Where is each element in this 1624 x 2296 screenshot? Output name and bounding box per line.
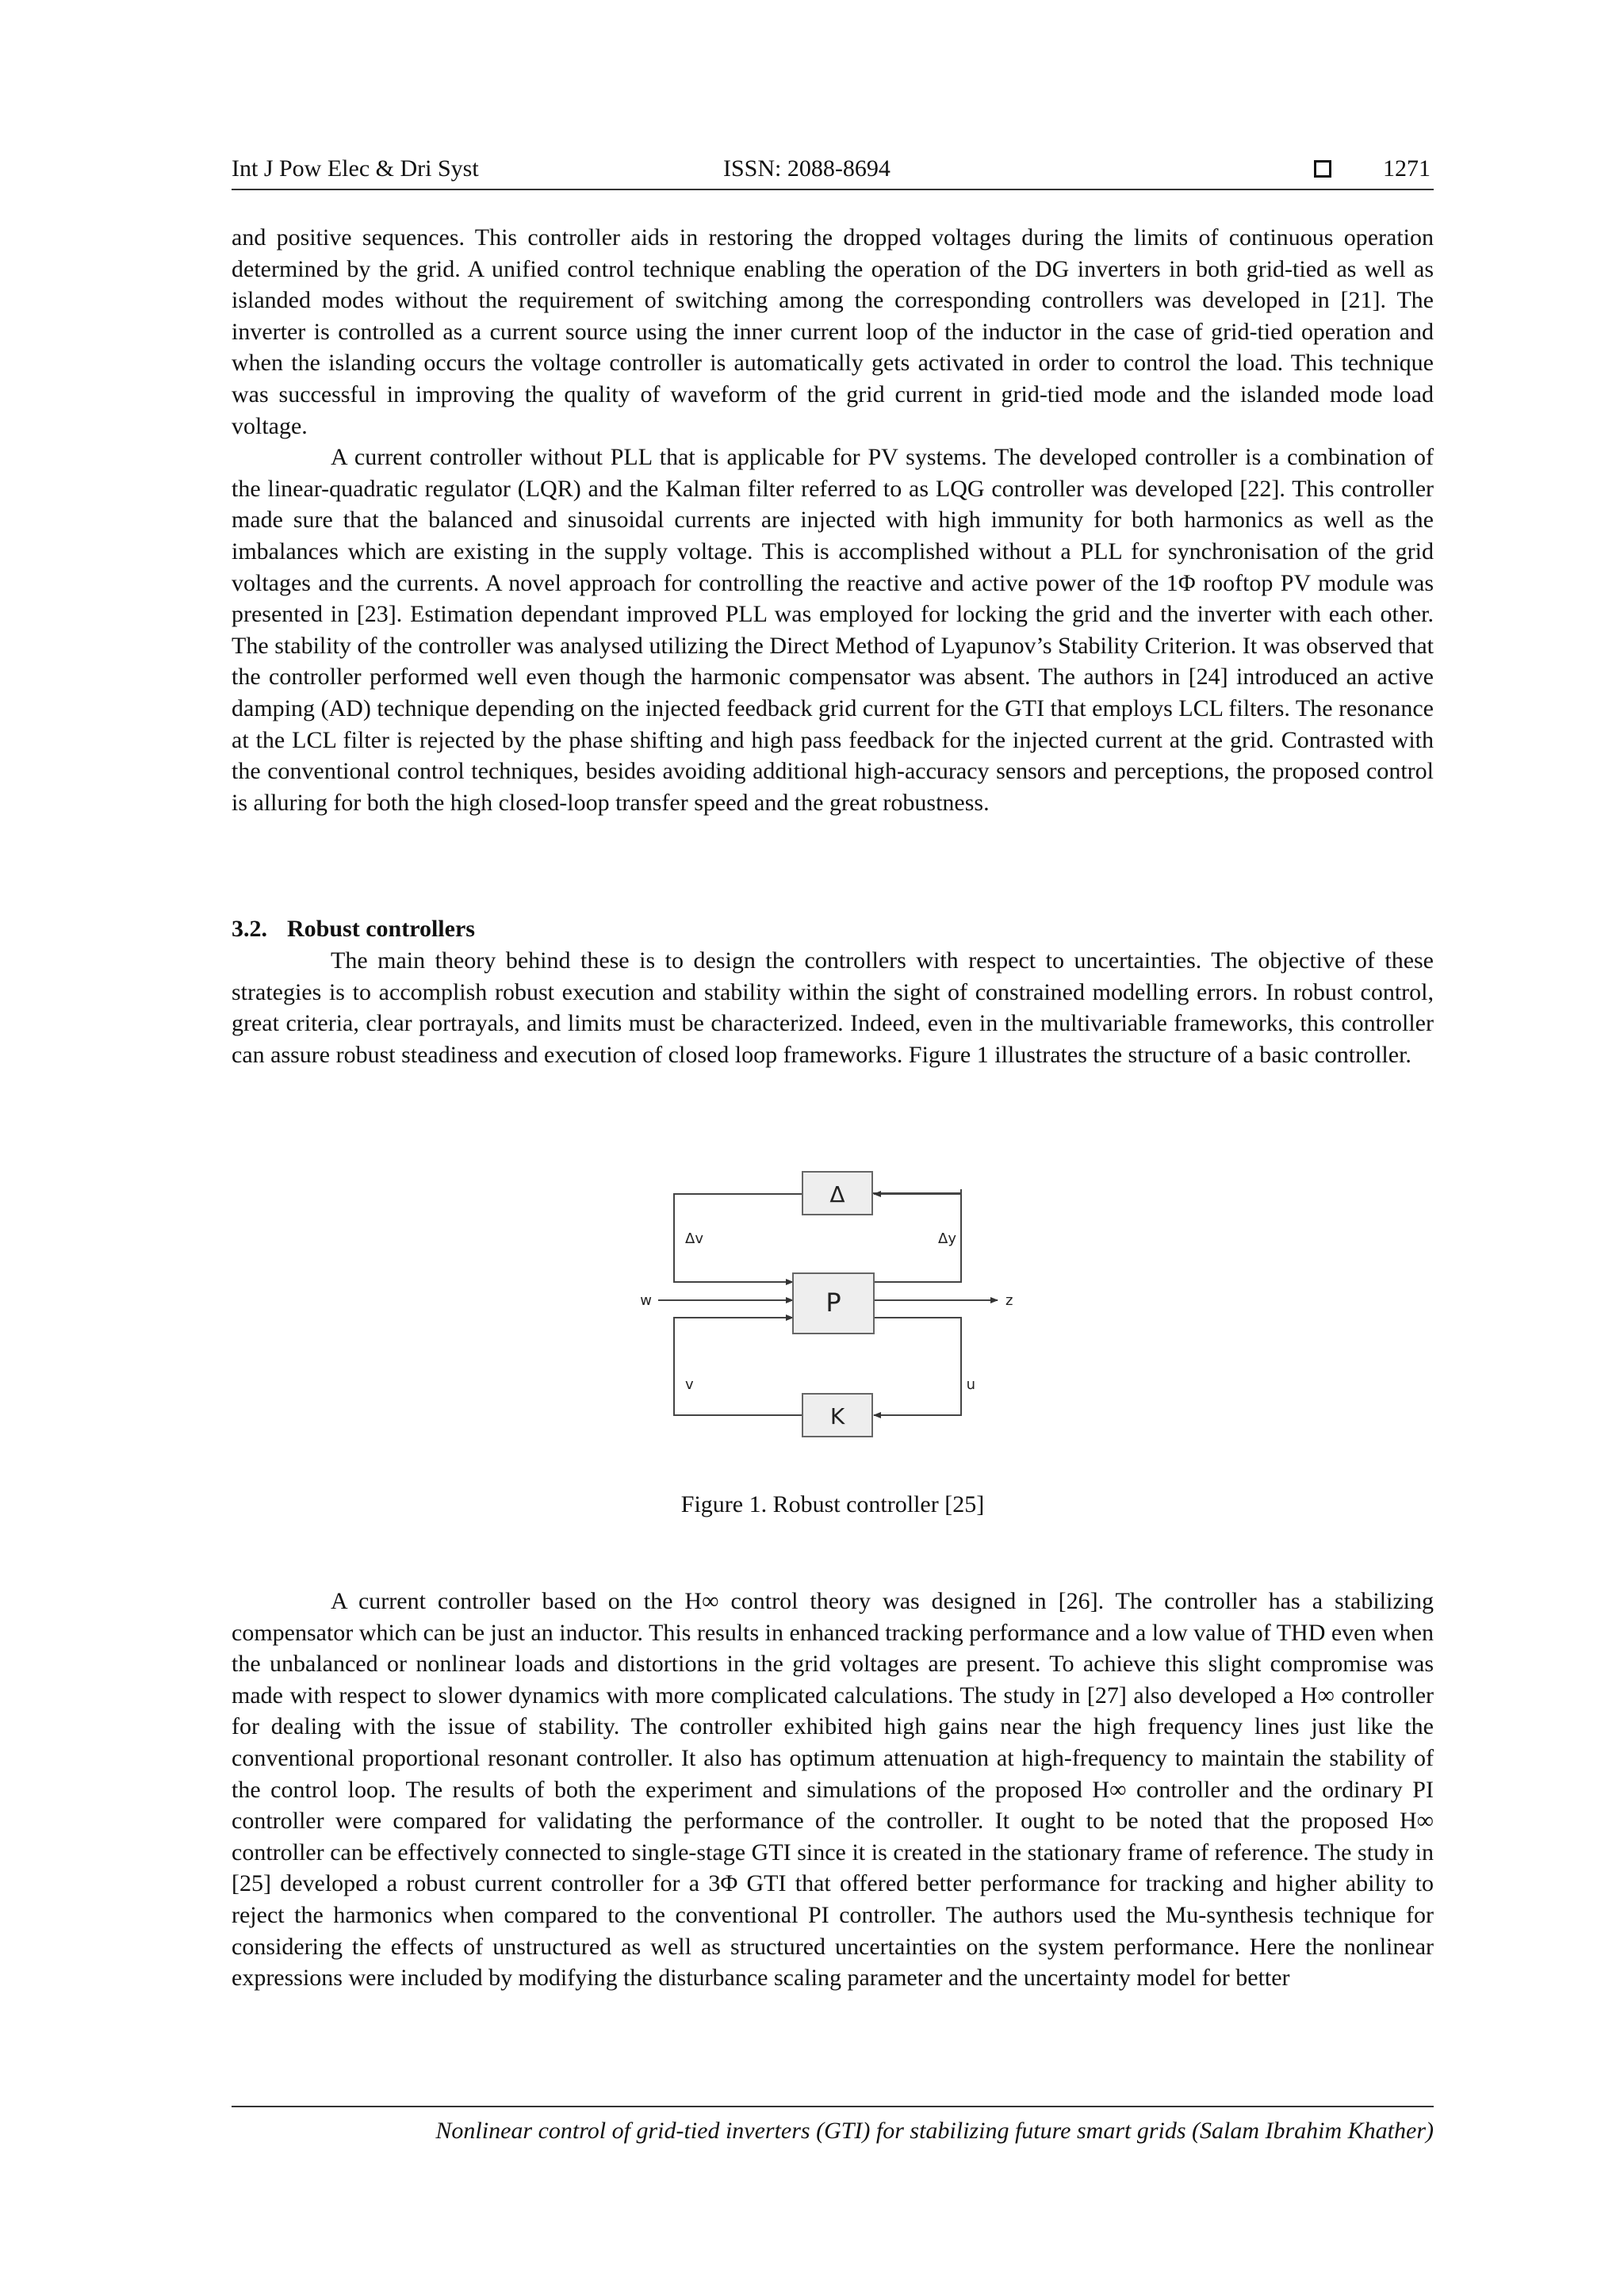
issn: ISSN: 2088-8694 — [723, 155, 891, 182]
z-label: z — [1005, 1292, 1013, 1309]
feedback-line-u — [874, 1318, 961, 1415]
u-label: u — [966, 1376, 975, 1393]
plant-label: P — [825, 1288, 841, 1318]
dy-label: Δy — [938, 1230, 956, 1247]
controller-label: K — [829, 1403, 845, 1429]
delta-label: Δ — [829, 1181, 845, 1207]
figure-caption: Figure 1. Robust controller [25] — [680, 1491, 985, 1517]
section-title: Robust controllers — [287, 916, 475, 942]
paragraph-4: A current controller based on the H∞ control theory was designed in [26]. The controller has a stabilizing compensator which can be just an inductor. This results in enhanced tracking performance and a low value of THD even when the unbalanced or nonlinear loads and distortions in the grid voltages are present. To achieve this slight compromise was made with respect to slower dynamics with more complicated calculations. The study in [27] also developed a H∞ controller for dealing with the issue of stability. The controller exhibited high gains near the high frequency lines just like the conventional proportional resonant controller. It also has optimum attenuation at high-frequency to maintain the stability of the control loop. The results of both the experiment and simulations of the proposed H∞ controller and the ordinary PI controller were compared for validating the performance of the controller. It ought to be noted that the proposed H∞ controller can be effectively connected to single-stage GTI since it is created in the stationary frame of reference. The study in [25] developed a robust current controller for a 3Φ GTI that offered better performance for tracking and higher ability to reject the harmonics when compared to the conventional PI controller. The authors used the Mu-synthesis technique for considering the effects of unstructured as well as structured uncertainties on the system performance. Here the nonlinear expressions were included by modifying the disturbance scaling parameter and the uncertainty model for better — [232, 1588, 1434, 1992]
body-text-bottom — [232, 1586, 1434, 1994]
feedback-line-k — [674, 1318, 802, 1415]
paragraph-3: The main theory behind these is to design the controllers with respect to uncertainties. The objective of these strategies is to accomplish robust execution and stability within the sight of constrained modelling errors. In robust control, great criteria, clear portrayals, and limits must be characterized. Indeed, even in the multivariable frameworks, this controller can assure robust steadiness and execution of closed loop frameworks. Figure 1 illustrates the structure of a basic controller. — [232, 947, 1434, 1068]
journal-name: Int J Pow Elec & Dri Syst — [232, 155, 479, 182]
paragraph-1: and positive sequences. This controller aids in restoring the dropped voltages during the limits of continuous operation determined by the grid. A unified control technique enabling the operation of the DG inverters in both grid-tied as well as islanded modes without the requirement of switching among the corresponding controllers was developed in [21]. The inverter is controlled as a current source using the inner current loop of the inductor in the case of grid-tied operation and when the islanding occurs the voltage controller is automatically gets activated in order to control the load. This technique was successful in improving the quality of waveform of the grid current in grid-tied mode and the islanded mode load voltage. — [232, 224, 1434, 439]
section-number: 3.2. — [232, 916, 267, 942]
paragraph-2: A current controller without PLL that is applicable for PV systems. The developed controller is a combination of the linear-quadratic regulator (LQR) and the Kalman filter referred to as LQG controller was developed [22]. This controller made sure that the balanced and sinusoidal currents are injected with high immunity for both harmonics as well as the imbalances which are existing in the supply voltage. This is accomplished without a PLL for synchronisation of the grid voltages and the currents. A novel approach for controlling the reactive and active power of the 1Φ rooftop PV module was presented in [23]. Estimation dependant improved PLL was employed for locking the grid and the inverter with each other. The stability of the controller was analysed utilizing the Direct Method of Lyapunov’s Stability Criterion. It was observed that the controller performed well even though the harmonic compensator was absent. The authors in [24] introduced an active damping (AD) technique depending on the injected feedback grid current for the GTI that employs LCL filters. The resonance at the LCL filter is rejected by the phase shifting and high pass feedback for the injected current at the grid. Contrasted with the conventional control techniques, besides avoiding additional high-accuracy sensors and perceptions, the proposed control is alluring for both the high closed-loop transfer speed and the great robustness. — [232, 444, 1434, 816]
w-label: w — [640, 1292, 652, 1309]
dv-label: Δv — [685, 1230, 703, 1247]
v-label: v — [685, 1376, 694, 1393]
page-footer: Nonlinear control of grid-tied inverters (GTI) for stabilizing future smart grids (Salam Ibrahim Khather) — [232, 2106, 1434, 2147]
page-number: 1271 — [1383, 155, 1431, 182]
